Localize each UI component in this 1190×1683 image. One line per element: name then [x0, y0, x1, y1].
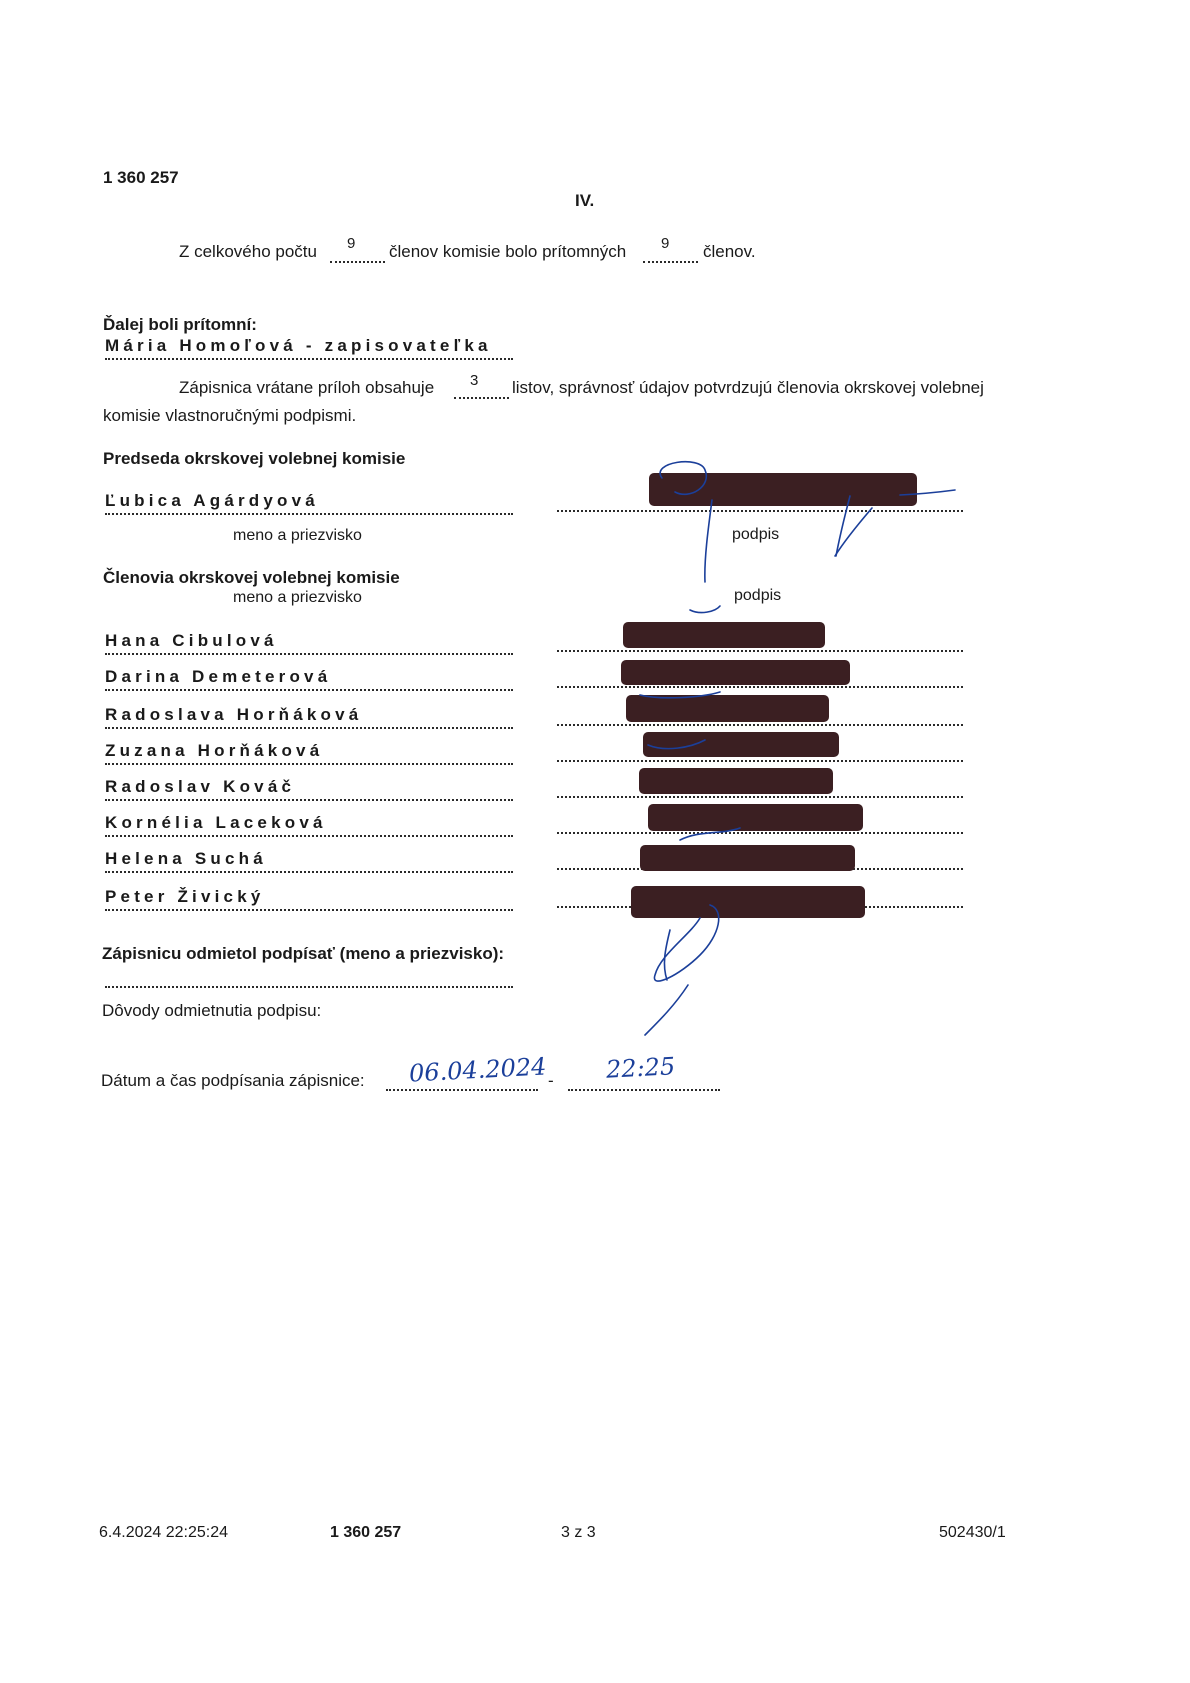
attendance-text-after: členov.	[703, 242, 756, 261]
chair-heading: Predseda okrskovej volebnej komisie	[103, 449, 406, 468]
member-name: Kornélia Laceková	[105, 813, 327, 832]
refusal-heading: Zápisnicu odmietol podpísať (meno a priezvisko):	[102, 944, 505, 963]
members-heading: Členovia okrskovej volebnej komisie	[103, 568, 400, 587]
refusal-reasons-label: Dôvody odmietnutia podpisu:	[102, 1001, 322, 1020]
present-members-value: 9	[661, 235, 670, 252]
member-name: Hana Cibulová	[105, 631, 278, 650]
attachments-text-after: listov, správnosť údajov potvrdzujú členovia okrskovej volebnej	[512, 378, 984, 397]
chair-name: Ľubica Agárdyová	[105, 491, 319, 510]
footer-code: 502430/1	[939, 1524, 1006, 1541]
attachments-count-value: 3	[470, 372, 479, 389]
signing-time-dots	[568, 1089, 720, 1091]
document-number: 1 360 257	[103, 168, 179, 187]
footer-timestamp: 6.4.2024 22:25:24	[99, 1524, 229, 1541]
signing-date-dots	[386, 1089, 538, 1091]
member-name: Darina Demeterová	[105, 667, 332, 686]
attendance-text-before: Z celkového počtu	[179, 242, 317, 261]
signing-time-handwritten: 22:25	[605, 1052, 676, 1084]
members-name-caption: meno a priezvisko	[233, 589, 362, 606]
others-present-heading: Ďalej boli prítomní:	[103, 315, 257, 334]
members-signature-caption: podpis	[734, 587, 782, 604]
member-name: Radoslav Kováč	[105, 777, 296, 796]
chair-name-caption: meno a priezvisko	[233, 527, 362, 544]
attendance-text-middle: členov komisie bolo prítomných	[389, 242, 627, 261]
signing-label: Dátum a čas podpísania zápisnice:	[101, 1071, 365, 1090]
member-name: Helena Suchá	[105, 849, 267, 868]
member-name: Radoslava Horňáková	[105, 705, 363, 724]
attachments-text-before: Zápisnica vrátane príloh obsahuje	[179, 378, 435, 397]
footer-doc-number: 1 360 257	[330, 1524, 402, 1541]
signing-separator: -	[548, 1071, 554, 1090]
chair-signature-caption: podpis	[732, 526, 780, 543]
total-members-value: 9	[347, 235, 356, 252]
member-name: Peter Živický	[105, 887, 265, 906]
signing-date-handwritten: 06.04.2024	[408, 1052, 548, 1088]
attachments-text-line2: komisie vlastnoručnými podpismi.	[103, 406, 357, 425]
member-name: Zuzana Horňáková	[105, 741, 324, 760]
footer-page-number: 3 z 3	[561, 1524, 596, 1541]
recorder-name: Mária Homoľová - zapisovateľka	[105, 336, 492, 355]
section-heading: IV.	[575, 191, 595, 210]
refusal-name-dots	[105, 986, 513, 988]
